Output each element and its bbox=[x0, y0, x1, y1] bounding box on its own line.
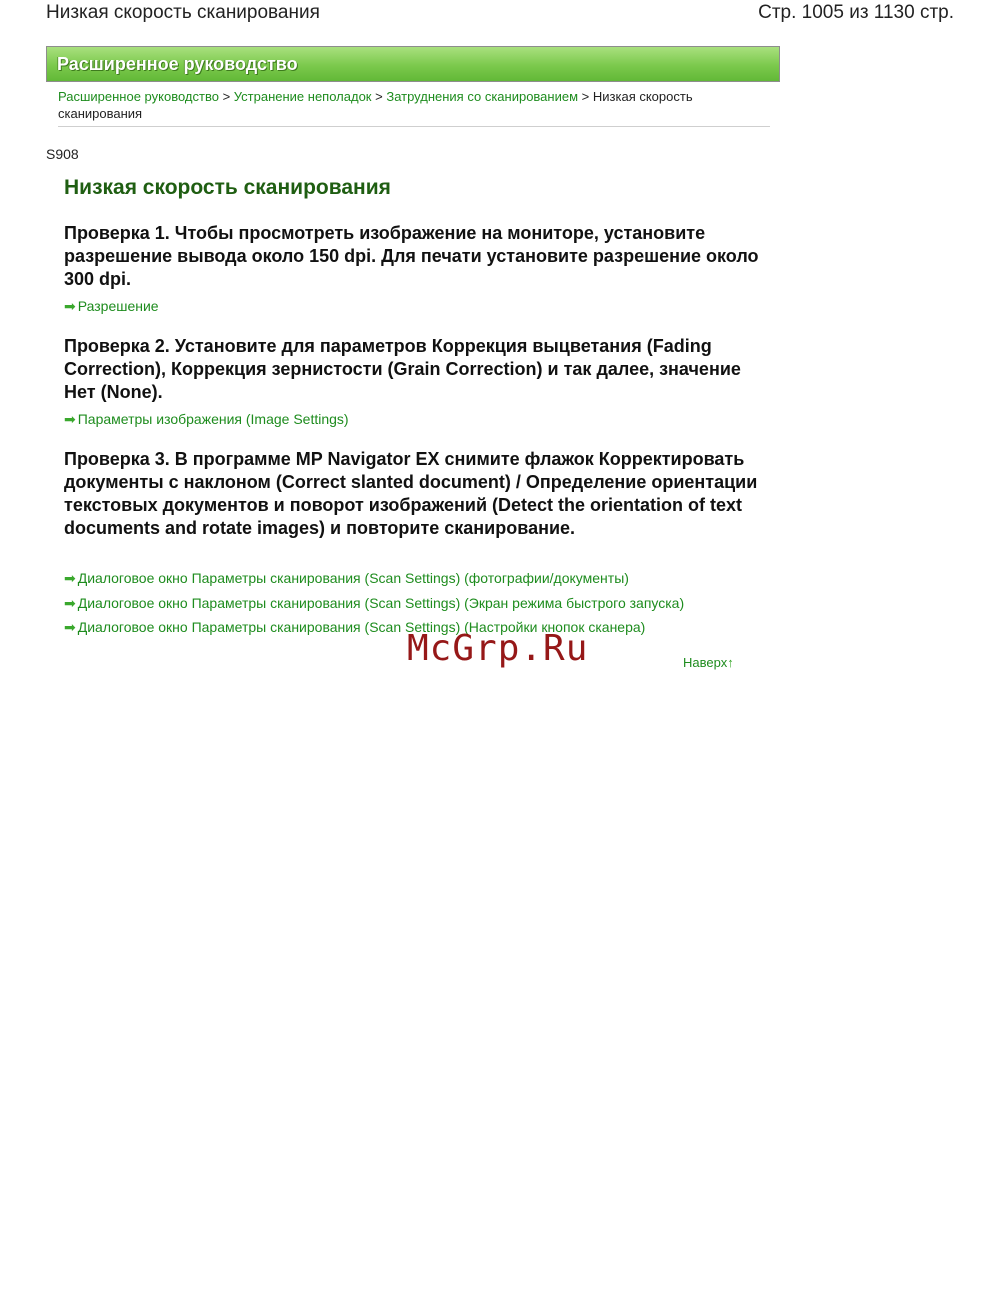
breadcrumb-separator: > bbox=[581, 89, 590, 104]
breadcrumb-separator: > bbox=[375, 89, 383, 104]
watermark: McGrp.Ru bbox=[407, 628, 589, 669]
breadcrumb bbox=[58, 88, 758, 122]
check-3-link-scan-settings-quick-start[interactable] bbox=[64, 595, 684, 612]
link-text: Разрешение bbox=[77, 298, 159, 314]
breadcrumb-link-troubleshooting[interactable]: Устранение неполадок bbox=[233, 89, 372, 104]
breadcrumb-separator: > bbox=[222, 89, 231, 104]
back-to-top-label: Наверх bbox=[683, 655, 728, 670]
right-arrow-icon: ➡ bbox=[64, 619, 76, 635]
right-arrow-icon: ➡ bbox=[64, 411, 76, 427]
breadcrumb-link-guide[interactable]: Расширенное руководство bbox=[58, 89, 219, 104]
right-arrow-icon: ➡ bbox=[64, 570, 76, 586]
page-title: Низкая скорость сканирования bbox=[64, 176, 391, 199]
link-text: Параметры изображения (Image Settings) bbox=[77, 411, 349, 427]
document-code: S908 bbox=[46, 146, 79, 162]
section-banner bbox=[46, 46, 780, 82]
check-3-heading: Проверка 3. В программе MP Navigator EX снимите флажок Корректировать документы с наклоном (Correct slanted document) / Определение ориентации текстовых документов и поворот изображений (Detect the orientation of text documents and rotate images) и повторите сканирование. bbox=[64, 449, 758, 538]
link-text: Диалоговое окно Параметры сканирования (Scan Settings) (Настройки кнопок сканера) bbox=[77, 619, 646, 635]
page-count: Стр. 1005 из 1130 стр. bbox=[758, 2, 954, 23]
check-1-link-resolution[interactable] bbox=[64, 298, 159, 315]
breadcrumb-divider bbox=[58, 126, 770, 127]
page-header-title: Низкая скорость сканирования bbox=[46, 2, 320, 23]
up-arrow-icon: ↑ bbox=[727, 655, 734, 670]
link-text: Диалоговое окно Параметры сканирования (Scan Settings) (Экран режима быстрого запуска) bbox=[77, 595, 685, 611]
breadcrumb-current: Низкая скорость сканирования bbox=[58, 89, 693, 121]
right-arrow-icon: ➡ bbox=[64, 298, 76, 314]
check-2-link-image-settings[interactable] bbox=[64, 411, 349, 428]
link-text: Диалоговое окно Параметры сканирования (Scan Settings) (фотографии/документы) bbox=[77, 570, 629, 586]
right-arrow-icon: ➡ bbox=[64, 595, 76, 611]
check-1-heading: Проверка 1. Чтобы просмотреть изображение на мониторе, установите разрешение вывода около 150 dpi. Для печати установите разрешение около 300 dpi. bbox=[64, 223, 759, 289]
banner-text: Расширенное руководство bbox=[57, 54, 298, 74]
check-2-heading: Проверка 2. Установите для параметров Коррекция выцветания (Fading Correction), Коррекция зернистости (Grain Correction) и так далее, значение Нет (None). bbox=[64, 336, 741, 402]
breadcrumb-link-scanning-problems[interactable]: Затруднения со сканированием bbox=[386, 89, 579, 104]
check-3-link-scan-settings-photos[interactable] bbox=[64, 570, 629, 587]
back-to-top-link[interactable] bbox=[683, 655, 734, 670]
